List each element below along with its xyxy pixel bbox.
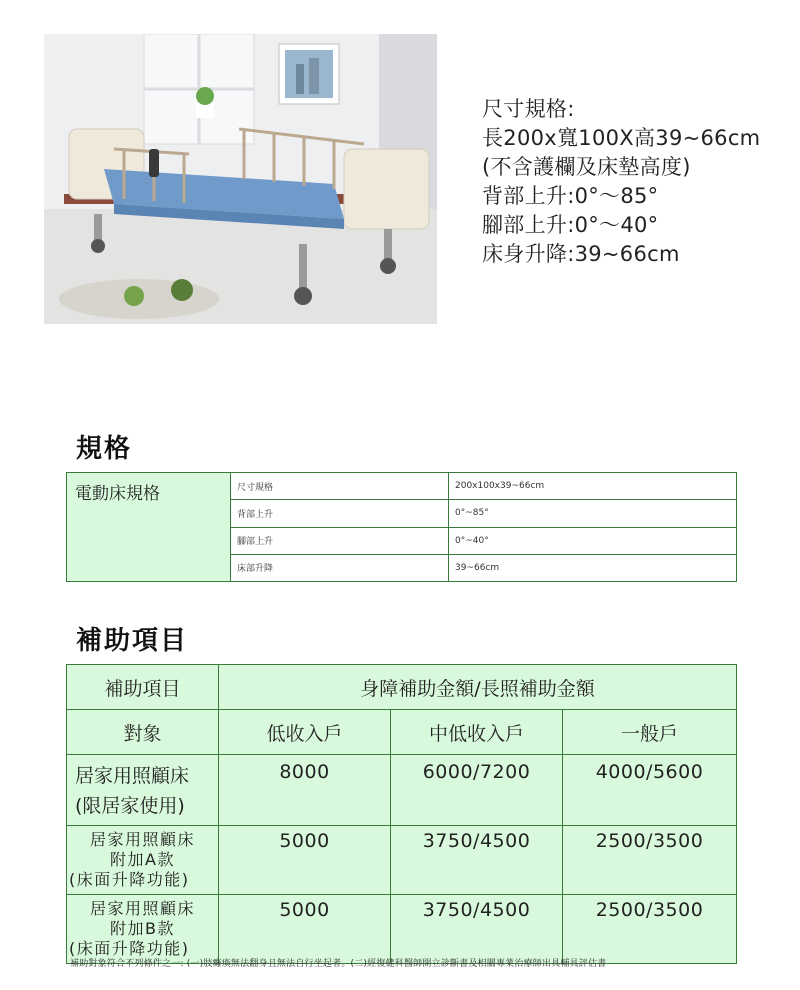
product-spec-summary	[482, 95, 760, 269]
target-line: (限居家使用)	[75, 795, 185, 817]
target-line: 居家用照顧床	[89, 899, 195, 918]
value-general: 2500/3500	[563, 826, 737, 895]
col-target: 對象	[67, 710, 219, 755]
spec-line: 腳部上升:0°～40°	[482, 213, 659, 237]
spec-value: 0°~85°	[449, 500, 737, 527]
spec-table	[66, 472, 737, 582]
target-line: (床面升降功能)	[69, 870, 190, 889]
spec-line: 長200x寬100X高39~66cm	[482, 126, 761, 150]
col-mid-low-income: 中低收入戶	[391, 710, 563, 755]
col-low-income: 低收入戶	[219, 710, 391, 755]
table-row	[67, 473, 737, 500]
value-mid-low: 3750/4500	[391, 895, 563, 964]
target-line: (床面升降功能)	[69, 939, 190, 958]
target-line: 居家用照顧床	[89, 830, 195, 849]
spec-name: 床部升降	[231, 554, 449, 581]
value-general: 4000/5600	[563, 755, 737, 826]
subsidy-note: 補助對象符合不列條件之一: (一)肢癱瘓無法翻身且無法自行坐起者。(二)經復健科醫師開立診斷書及相關專業治療師出具輔具評估書	[70, 959, 607, 969]
table-row	[67, 826, 737, 895]
spec-line: 背部上升:0°～85°	[482, 184, 659, 208]
spec-name: 尺寸規格	[231, 473, 449, 500]
value-low: 5000	[219, 895, 391, 964]
table-row	[67, 710, 737, 755]
table-row	[67, 895, 737, 964]
header-item: 補助項目	[67, 665, 219, 710]
value-general: 2500/3500	[563, 895, 737, 964]
table-row	[67, 665, 737, 710]
spec-line: 床身升降:39~66cm	[482, 242, 680, 266]
header-amount: 身障補助金額/長照補助金額	[219, 665, 737, 710]
spec-line: (不含護欄及床墊高度)	[482, 155, 691, 179]
spec-value: 39~66cm	[449, 554, 737, 581]
value-mid-low: 3750/4500	[391, 826, 563, 895]
spec-category: 電動床規格	[67, 473, 231, 582]
spec-name: 腳部上升	[231, 527, 449, 554]
spec-line: 尺寸規格:	[482, 97, 575, 121]
spec-value: 200x100x39~66cm	[449, 473, 737, 500]
target-cell	[67, 826, 219, 895]
value-low: 8000	[219, 755, 391, 826]
target-cell	[67, 895, 219, 964]
target-line: 附加B款	[110, 919, 175, 938]
target-line: 附加A款	[110, 850, 175, 869]
value-mid-low: 6000/7200	[391, 755, 563, 826]
subsidy-section-title: 補助項目	[76, 626, 189, 656]
target-line: 居家用照顧床	[75, 765, 190, 787]
spec-section-title: 規格	[76, 434, 133, 464]
target-cell	[67, 755, 219, 826]
value-low: 5000	[219, 826, 391, 895]
spec-name: 背部上升	[231, 500, 449, 527]
spec-value: 0°~40°	[449, 527, 737, 554]
subsidy-table	[66, 664, 737, 964]
bed-photo	[44, 34, 437, 324]
table-row	[67, 755, 737, 826]
col-general: 一般戶	[563, 710, 737, 755]
